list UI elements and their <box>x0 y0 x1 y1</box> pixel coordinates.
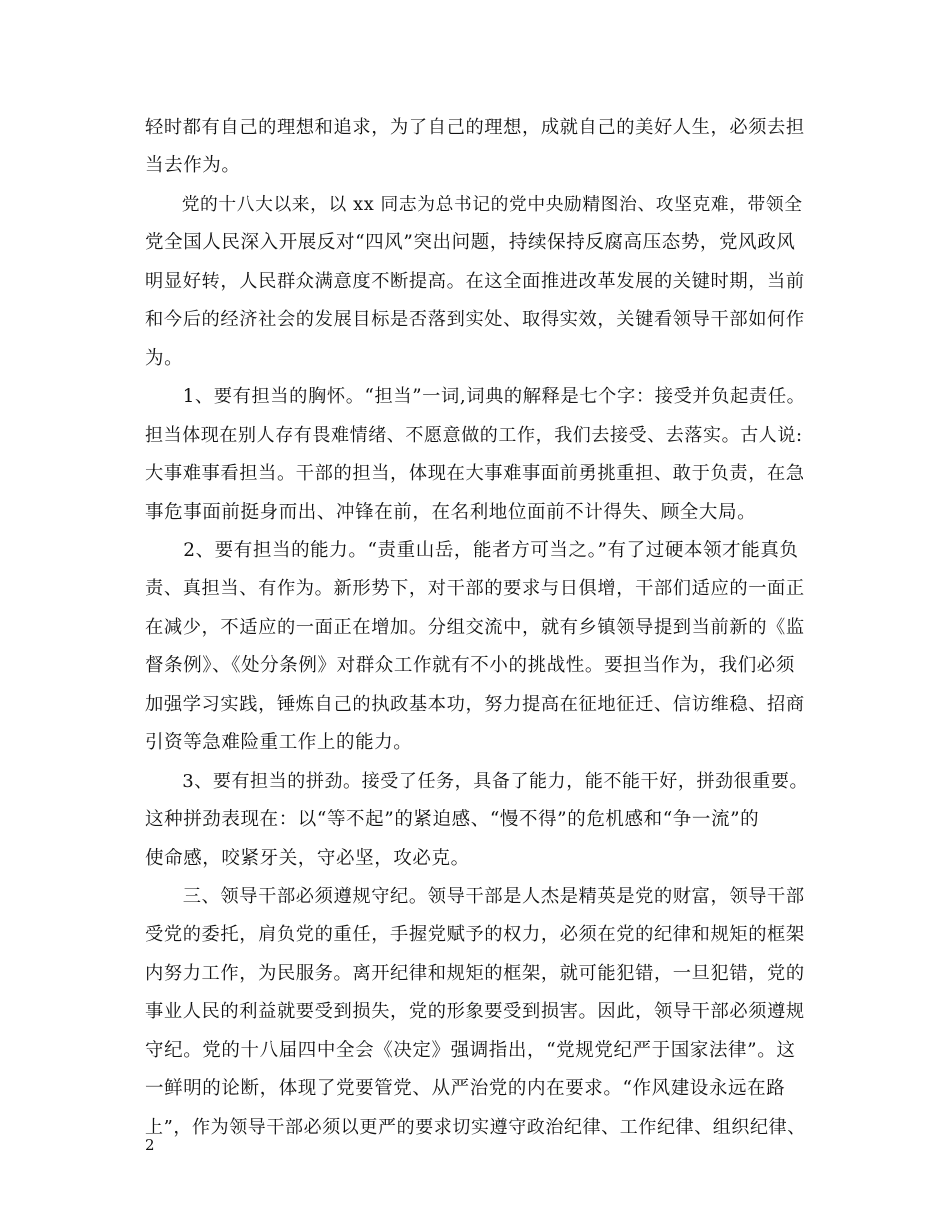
text-line: 一鲜明的论断，体现了党要管党、从严治党的内在要求。“作风建设永远在路 <box>145 1078 786 1100</box>
text-line: 事业人民的利益就要受到损失，党的形象要受到损害。因此，领导干部必须遵规 <box>145 1001 805 1023</box>
text-line: 加强学习实践，锤炼自己的执政基本功，努力提高在征地征迁、信访维稳、招商 <box>145 693 805 715</box>
page-number: 2 <box>145 1136 155 1154</box>
text-line: 引资等急难险重工作上的能力。 <box>145 732 413 754</box>
text-line: 明显好转，人民群众满意度不断提高。在这全面推进改革发展的关键时期，当前 <box>145 270 805 292</box>
text-line: 受党的委托，肩负党的重任，手握党赋予的权力，必须在党的纪律和规矩的框架 <box>145 924 805 946</box>
text-line: 党的十八大以来，以 xx 同志为总书记的党中央励精图治、攻坚克难，带领全 <box>145 194 803 215</box>
text-line: 这种拼劲表现在：以“等不起”的紧迫感、“慢不得”的危机感和“争一流”的 <box>145 809 760 831</box>
text-line: 和今后的经济社会的发展目标是否落到实处、取得实效，关键看领导干部如何作 <box>145 309 805 331</box>
text-line: 党全国人民深入开展反对“四风”突出问题，持续保持反腐高压态势，党风政风 <box>145 232 796 254</box>
text-line: 事危事面前挺身而出、冲锋在前，在名利地位面前不计得失、顾全大局。 <box>145 501 757 523</box>
text-line: 上”，作为领导干部必须以更严的要求切实遵守政治纪律、工作纪律、组织纪律、 <box>145 1116 806 1138</box>
text-line: 当去作为。 <box>145 155 241 177</box>
text-line: 大事难事看担当。干部的担当，体现在大事难事面前勇挑重担、敢于负责，在急 <box>145 463 805 485</box>
text-line: 3、要有担当的拼劲。接受了任务，具备了能力，能不能干好，拼劲很重要。 <box>145 770 809 792</box>
text-line: 在减少，不适应的一面正在增加。分组交流中，就有乡镇领导提到当前新的《监 <box>145 616 805 638</box>
text-line: 2、要有担当的能力。“责重山岳，能者方可当之。”有了过硬本领才能真负 <box>145 539 799 561</box>
text-line: 1、要有担当的胸怀。“担当”一词,词典的解释是七个字：接受并负起责任。 <box>145 386 806 408</box>
text-line: 担当体现在别人存有畏难情绪、不愿意做的工作，我们去接受、去落实。古人说: <box>145 424 803 446</box>
text-line: 督条例》、《处分条例》对群众工作就有不小的挑战性。要担当作为，我们必须 <box>145 655 796 677</box>
text-line: 内努力工作，为民服务。离开纪律和规矩的框架，就可能犯错，一旦犯错，党的 <box>145 962 805 984</box>
text-line: 为。 <box>145 347 184 369</box>
text-line: 三、领导干部必须遵规守纪。领导干部是人杰是精英是党的财富，领导干部 <box>145 886 805 907</box>
text-line: 守纪。党的十八届四中全会《决定》强调指出，“党规党纪严于国家法律”。这 <box>145 1039 796 1061</box>
text-line: 轻时都有自己的理想和追求，为了自己的理想，成就自己的美好人生，必须去担 <box>145 117 805 138</box>
text-line: 使命感，咬紧牙关，守必坚，攻必克。 <box>145 847 470 869</box>
text-line: 责、真担当、有作为。新形势下，对干部的要求与日俱增，干部们适应的一面正 <box>145 578 805 600</box>
